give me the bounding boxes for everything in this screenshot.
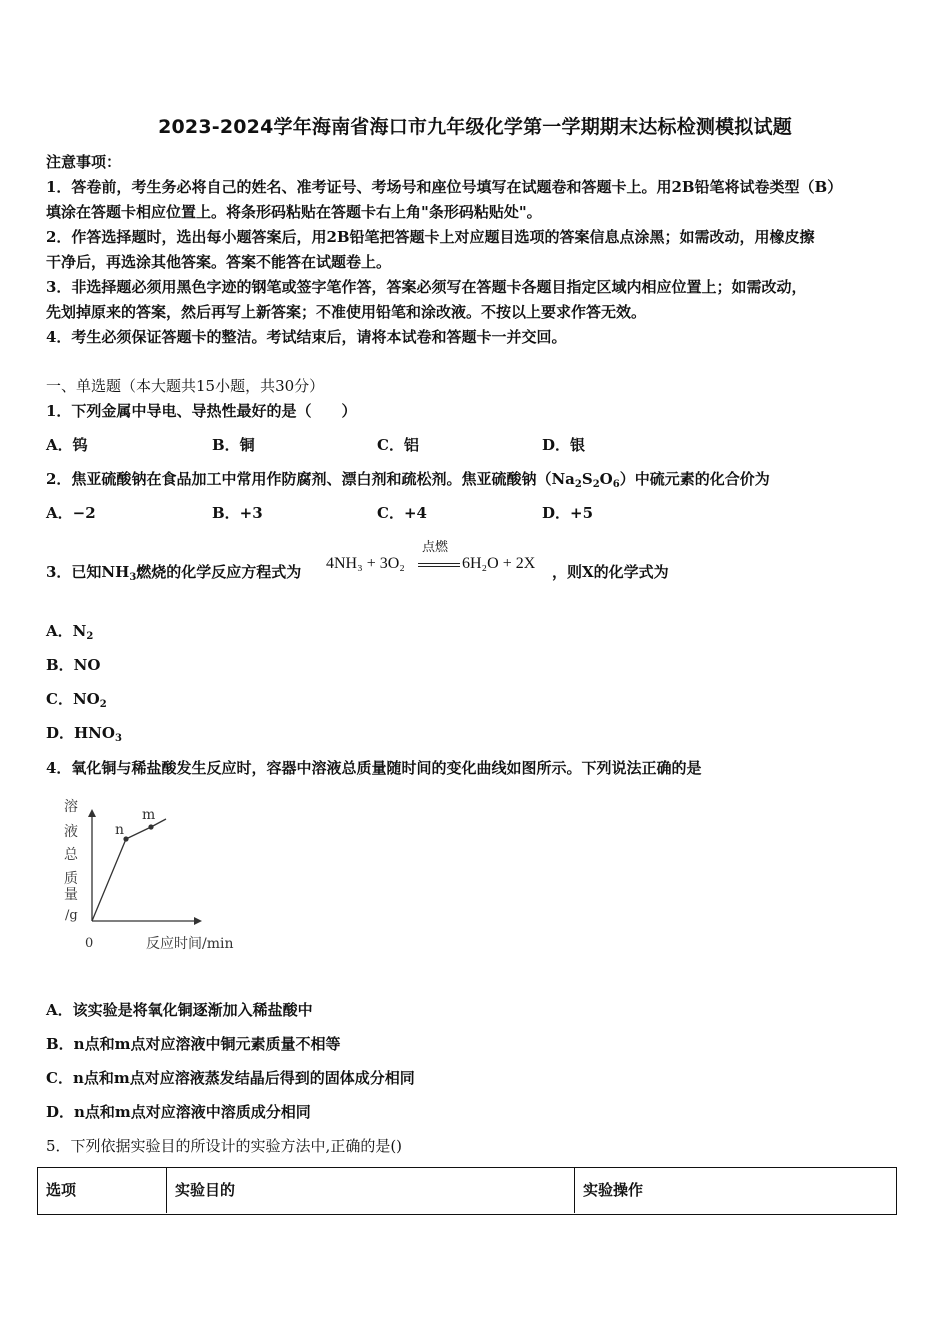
- notice-line: 3．非选择题必须用黑色字迹的钢笔或签字笔作答，答案必须写在答题卡各题目指定区域内相应位置上；如需改动，: [46, 278, 807, 296]
- table-header-cell: 实验目的: [167, 1168, 575, 1213]
- q1-option-d: D．银: [542, 436, 586, 454]
- y-axis-arrow: [88, 809, 96, 817]
- question-3-stem-tail: ，则X的化学式为: [552, 563, 669, 581]
- q4-option-b: B．n点和m点对应溶液中铜元素质量不相等: [46, 1035, 341, 1053]
- q2-option-d: D．+5: [542, 504, 594, 522]
- mass-curve: [92, 819, 166, 921]
- y-label-char: 液: [64, 824, 78, 840]
- q4-option-c: C．n点和m点对应溶液蒸发结晶后得到的固体成分相同: [46, 1069, 415, 1087]
- equation-arrow-line: [418, 563, 460, 564]
- q3-option-b: B．NO: [46, 656, 101, 674]
- question-3-stem-lead: 3．已知$NH_3$燃烧的化学反应方程式为: [46, 563, 302, 583]
- question-5-stem: 5．下列依据实验目的所设计的实验方法中,正确的是(): [46, 1137, 403, 1155]
- q3-option-c: C．$NO_2$: [46, 690, 107, 710]
- question-2-stem: 2．焦亚硫酸钠在食品加工中常用作防腐剂、漂白剂和疏松剂。焦亚硫酸钠$(Na_2S_2O_6)$中硫元素的化合价为: [46, 470, 770, 490]
- section-heading: 一、单选题（本大题共15小题，共30分）: [46, 377, 325, 395]
- point-m: [148, 824, 153, 829]
- q3-option-a: A．$N_2$: [46, 622, 94, 642]
- x-axis-label: 反应时间/min: [146, 936, 234, 952]
- notice-line: 先划掉原来的答案，然后再写上新答案；不准使用铅笔和涂改液。不按以上要求作答无效。: [46, 303, 647, 321]
- y-unit: /g: [65, 908, 78, 923]
- equation-reactants: 4NH₃ + 3O₂: [326, 555, 405, 572]
- notice-line: 2．作答选择题时，选出每小题答案后，用2B铅笔把答题卡上对应题目选项的答案信息点涂黑；如需改动，用橡皮擦: [46, 228, 815, 246]
- question-1-stem: 1．下列金属中导电、导热性最好的是（ ）: [46, 402, 357, 420]
- page-title: 2023-2024学年海南省海口市九年级化学第一学期期末达标检测模拟试题: [158, 116, 792, 138]
- notice-line: 填涂在答题卡相应位置上。将条形码粘贴在答题卡右上角"条形码粘贴处"。: [46, 203, 542, 221]
- q5-table: [37, 1167, 897, 1215]
- notice-line: 1．答卷前，考生务必将自己的姓名、准考证号、考场号和座位号填写在试题卷和答题卡上。用2B铅笔将试卷类型（B）: [46, 178, 843, 196]
- origin-label: 0: [85, 936, 94, 951]
- q1-option-b: B．铜: [212, 436, 255, 454]
- q4-option-a: A．该实验是将氧化铜逐渐加入稀盐酸中: [46, 1001, 313, 1019]
- point-n-label: n: [115, 822, 125, 838]
- y-label-char: 溶: [64, 799, 78, 815]
- equation-arrow-line: [418, 566, 460, 567]
- point-n: [123, 836, 128, 841]
- q2-option-c: C．+4: [377, 504, 427, 522]
- notice-line: 4．考生必须保证答题卡的整洁。考试结束后，请将本试卷和答题卡一并交回。: [46, 328, 567, 346]
- x-axis-arrow: [194, 917, 202, 925]
- table-header-cell: 实验操作: [583, 1181, 644, 1199]
- point-m-label: m: [142, 807, 156, 823]
- notice-heading: 注意事项：: [46, 153, 122, 171]
- q4-option-d: D．n点和m点对应溶液中溶质成分相同: [46, 1103, 311, 1121]
- notice-line: 干净后，再选涂其他答案。答案不能答在试题卷上。: [46, 253, 392, 271]
- y-label-char: 量: [64, 887, 78, 903]
- q3-option-d: D．$HNO_3$: [46, 724, 122, 744]
- y-label-char: 质: [64, 871, 78, 887]
- equation-products: 6H₂O + 2X: [462, 555, 536, 572]
- y-label-char: 总: [64, 847, 78, 863]
- q1-option-a: A．钨: [46, 436, 88, 454]
- q1-option-c: C．铝: [377, 436, 419, 454]
- q4-mass-time-graph: [58, 795, 258, 955]
- q2-option-a: A．−2: [46, 504, 96, 522]
- equation-condition: 点燃: [422, 540, 449, 555]
- table-header-cell: 选项: [38, 1168, 167, 1213]
- q2-option-b: B．+3: [212, 504, 263, 522]
- question-4-stem: 4．氧化铜与稀盐酸发生反应时，容器中溶液总质量随时间的变化曲线如图所示。下列说法正确的是: [46, 759, 702, 777]
- chemical-equation: [326, 535, 550, 583]
